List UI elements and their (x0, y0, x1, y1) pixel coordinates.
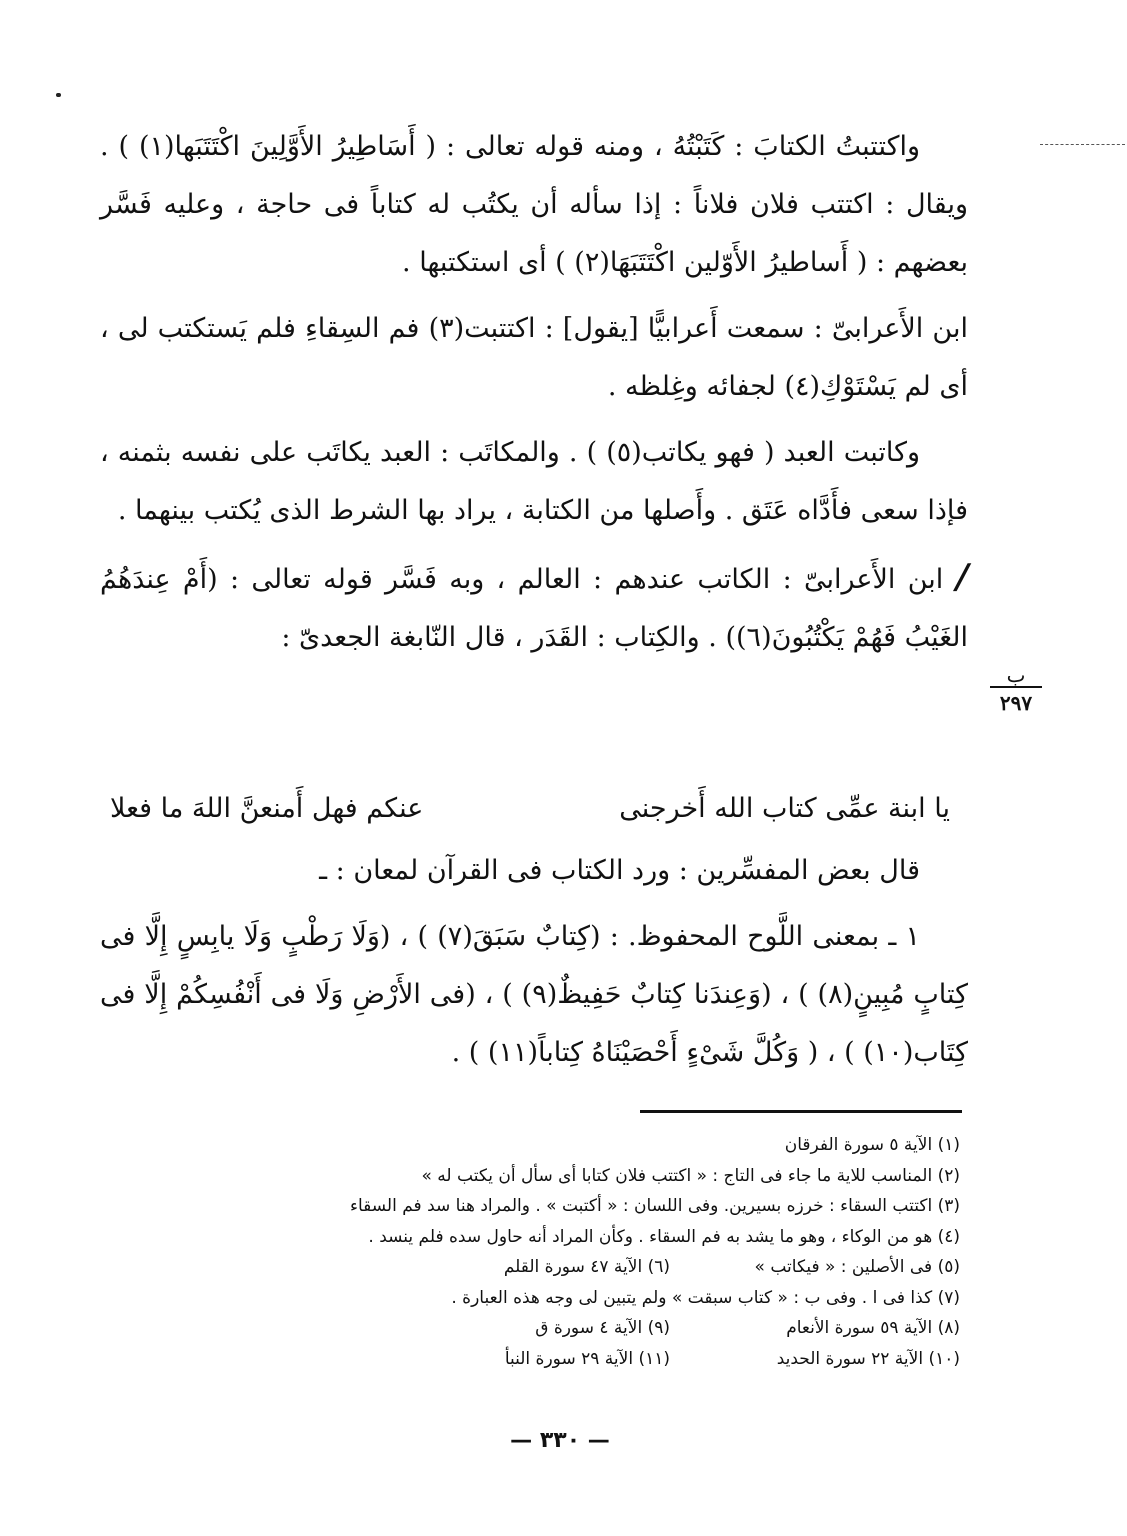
footnote-5: (٥) فى الأصلين : « فيكاتب » (754, 1257, 960, 1277)
verse-second-hemistich: عنكم فهل أَمنعنَّ اللهَ ما فعلا (110, 793, 424, 824)
footnotes (230, 1130, 960, 1374)
page-number: — ٣٣٠ — (510, 1428, 610, 1453)
footnote-row-10-11 (230, 1344, 960, 1375)
main-text-continued (100, 842, 968, 1082)
paragraph-iktataba: واكتتبتُ الكتابَ : كَتَبْتُهُ ، ومنه قوله تعالى : ( أَسَاطِيرُ الأَوَّلِينَ اكْتَتَبَها(١) ) . ويقال : اكتتب فلان فلاناً : إذا سأله أن يكتُب له كتاباً فى حاجة ، وعليه فَسَّر بعضهم : ( أَساطيرُ الأَوّلين اكْتَتَبَهَا(٢) ) أى استكتبها . (100, 131, 968, 278)
footnote-8: (٨) الآية ٥٩ سورة الأنعام (786, 1318, 960, 1338)
footnote-separator (640, 1110, 962, 1113)
folio-number: ٢٩٧ (999, 691, 1033, 715)
footnote-4: (٤) هو من الوكاء ، وهو ما يشد به فم السقاء . وكأن المراد أنه حاول سده فلم ينسد . (368, 1226, 960, 1247)
footnote-9: (٩) الآية ٤ سورة ق (535, 1318, 670, 1338)
paragraph-katib-alim-text: ابن الأَعرابىّ : الكاتب عندهم : العالم ، وبه فَسَّر قوله تعالى : (أَمْ عِندَهُمُ الغَيْبُ فَهُمْ يَكْتُبُونَ(٦)) . والكِتاب : القَدَر ، قال النّابغة الجعدىّ : (100, 564, 968, 653)
margin-dashed-rule (1040, 144, 1125, 145)
footnote-7: (٧) كذا فى ا . وفى ب : « كتاب سبقت » ولم يتبين لى وجه هذه العبارة . (451, 1287, 960, 1308)
manuscript-folio-note (990, 663, 1042, 715)
footnote-row-8-9 (230, 1313, 960, 1344)
slash-mark: / (951, 557, 973, 597)
paragraph-mukataba: وكاتبت العبد ( فهو يكاتب(٥) ) . والمكاتَب : العبد يكاتَب على نفسه بثمنه ، فإذا سعى فأَدَّاه عَتَق . وأَصلها من الكتابة ، يراد بها الشرط الذى يُكتب بينهما . (100, 437, 968, 526)
footnote-row-5-6 (230, 1252, 960, 1283)
folio-letter: ب (1006, 663, 1026, 687)
ink-speck (56, 93, 61, 97)
verse-first-hemistich: يا ابنة عمِّى كتاب الله أَخرجنى (619, 793, 950, 824)
footnote-1: (١) الآية ٥ سورة الفرقان (784, 1135, 960, 1155)
paragraph-ibn-alarabi-siqa: ابن الأَعرابىّ : سمعت أَعرابيًّا [يقول] : اكتتبت(٣) فم السِقاءِ فلم يَستكتب لى ، أى لم يَسْتَوْكِ(٤) لجفائه وغِلظه . (100, 313, 968, 402)
poetry-verse (110, 780, 950, 838)
footnote-3: (٣) اكتتب السقاء : خرزه بسيرين. وفى اللسان : « أكتبت » . والمراد هنا سد فم السقاء (349, 1196, 960, 1216)
main-text (100, 118, 973, 667)
footnote-6: (٦) الآية ٤٧ سورة القلم (503, 1257, 670, 1277)
footnote-2: (٢) المناسب للاية ما جاء فى التاج : « اكتتب فلان كتابا أى سأل أن يكتب له » (421, 1165, 960, 1186)
paragraph-katib-alim (100, 548, 973, 667)
footnote-10: (١٠) الآية ٢٢ سورة الحديد (776, 1348, 960, 1369)
paragraph-mufassirin: قال بعض المفسِّرين : ورد الكتاب فى القرآن لمعان : ـ (319, 855, 920, 886)
footnote-11: (١١) الآية ٢٩ سورة النبأ (504, 1348, 670, 1369)
paragraph-item-one: ١ ـ بمعنى اللَّوح المحفوظ. : (كِتابٌ سَبَقَ(٧) ) ، (وَلَا رَطْبٍ وَلَا يابِسٍ إِلَّا فى كِتابٍ مُبِينٍ(٨) ) ، (وَعِندَنا كِتابٌ حَفِيظٌ(٩) ) ، (فى الأَرْضِ وَلَا فى أَنْفُسِكُمْ إِلَّا فى كِتَاب(١٠) ) ، ( وَكُلَّ شَىْءٍ أَحْصَيْنَاهُ كِتاباً(١١) ) . (100, 921, 969, 1068)
